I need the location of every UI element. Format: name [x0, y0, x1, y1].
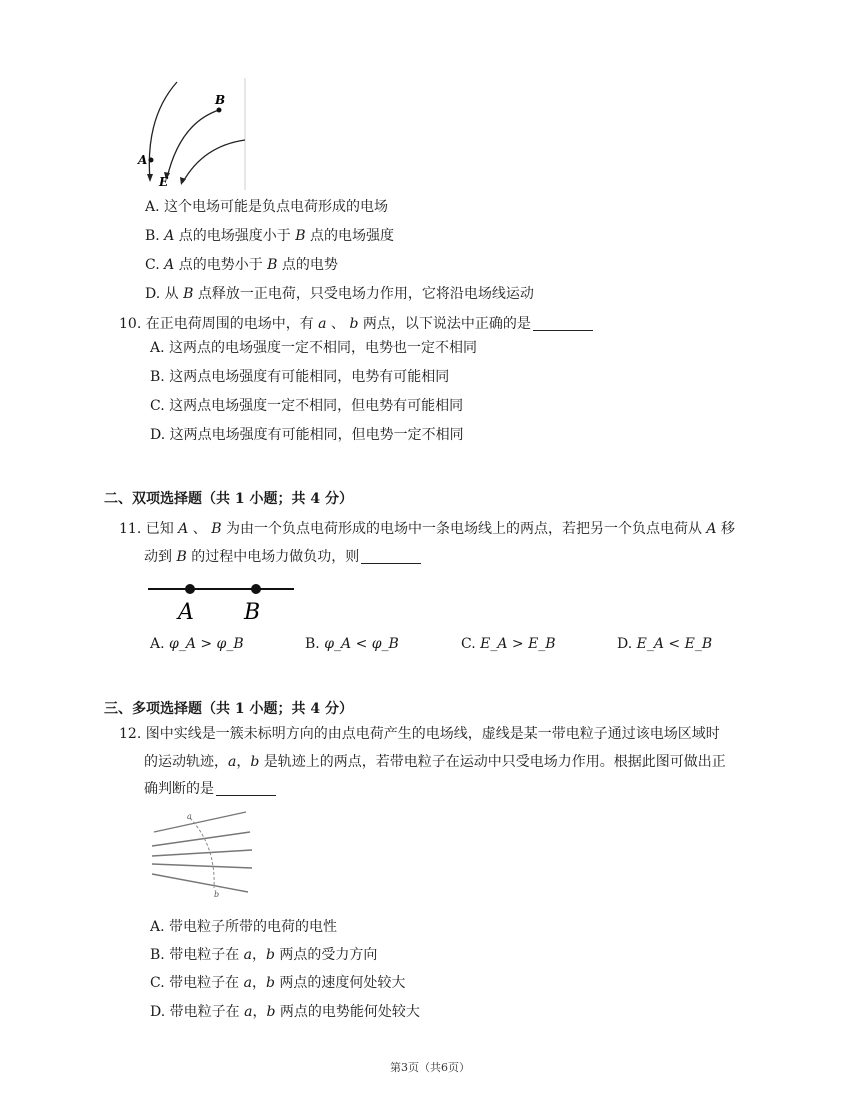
q9-option-a[interactable]: A. 这个电场可能是负点电荷形成的电场 [145, 199, 389, 215]
q12-label-a: a [187, 812, 192, 821]
q10-option-c[interactable]: C. 这两点电场强度一定不相同，但电势有可能相同 [150, 398, 464, 414]
q11-answer-blank[interactable] [361, 549, 421, 564]
q11-field-line-figure [146, 578, 296, 622]
q12-stem-line3: 确判断的是 [144, 778, 276, 798]
q12-stem-line2: 的运动轨迹，a，b 是轨迹上的两点，若带电粒子在运动中只受电场力作用。根据此图可做出正 [144, 754, 726, 770]
q9-label-e: E [159, 175, 169, 189]
q12-stem-line1: 12. 图中实线是一簇未标明方向的由点电荷产生的电场线，虚线是某一带电粒子通过该电场区域时 [119, 726, 720, 742]
q11-label-b: B [244, 600, 261, 622]
q9-field-figure [135, 78, 250, 190]
q11-option-a[interactable]: A. φ_A > φ_B [150, 636, 244, 652]
q11-option-d[interactable]: D. E_A < E_B [617, 636, 713, 652]
q12-option-d[interactable]: D. 带电粒子在 a，b 两点的电势能何处较大 [150, 1004, 420, 1020]
q12-answer-blank[interactable] [216, 781, 276, 796]
q10-option-a[interactable]: A. 这两点的电场强度一定不相同，电势也一定不相同 [150, 340, 478, 356]
q10-answer-blank[interactable] [533, 316, 593, 331]
q11-stem-line2: 动到 B 的过程中电场力做负功，则 [144, 546, 421, 566]
q12-field-figure [150, 808, 256, 898]
section-3-title: 三、多项选择题（共 1 小题；共 4 分） [104, 701, 353, 717]
q9-option-d[interactable]: D. 从 B 点释放一正电荷，只受电场力作用，它将沿电场线运动 [145, 286, 534, 302]
q10-option-d[interactable]: D. 这两点电场强度有可能相同，但电势一定不相同 [150, 427, 464, 443]
q11-option-c[interactable]: C. E_A > E_B [461, 636, 556, 652]
q10-stem: 10. 在正电荷周围的电场中，有 a 、 b 两点，以下说法中正确的是 [119, 313, 593, 333]
q11-label-a: A [178, 600, 194, 622]
q11-stem-line1: 11. 已知 A 、 B 为由一个负点电荷形成的电场中一条电场线上的两点，若把另一个负点电荷从 A 移 [119, 521, 735, 537]
q10-option-b[interactable]: B. 这两点电场强度有可能相同，电势有可能相同 [150, 369, 450, 385]
q9-label-a: A [138, 153, 148, 167]
q12-label-b: b [214, 890, 220, 898]
q12-option-c[interactable]: C. 带电粒子在 a，b 两点的速度何处较大 [150, 975, 406, 991]
q12-option-a[interactable]: A. 带电粒子所带的电荷的电性 [150, 919, 338, 935]
q9-option-c[interactable]: C. A 点的电势小于 B 点的电势 [145, 257, 338, 273]
section-2-title: 二、双项选择题（共 1 小题；共 4 分） [104, 491, 353, 507]
q9-option-b[interactable]: B. A 点的电场强度小于 B 点的电场强度 [145, 228, 394, 244]
q11-option-b[interactable]: B. φ_A < φ_B [305, 636, 399, 652]
page-footer: 第3页（共6页） [390, 1061, 470, 1074]
q12-option-b[interactable]: B. 带电粒子在 a，b 两点的受力方向 [150, 947, 378, 963]
q9-label-b: B [215, 93, 226, 107]
